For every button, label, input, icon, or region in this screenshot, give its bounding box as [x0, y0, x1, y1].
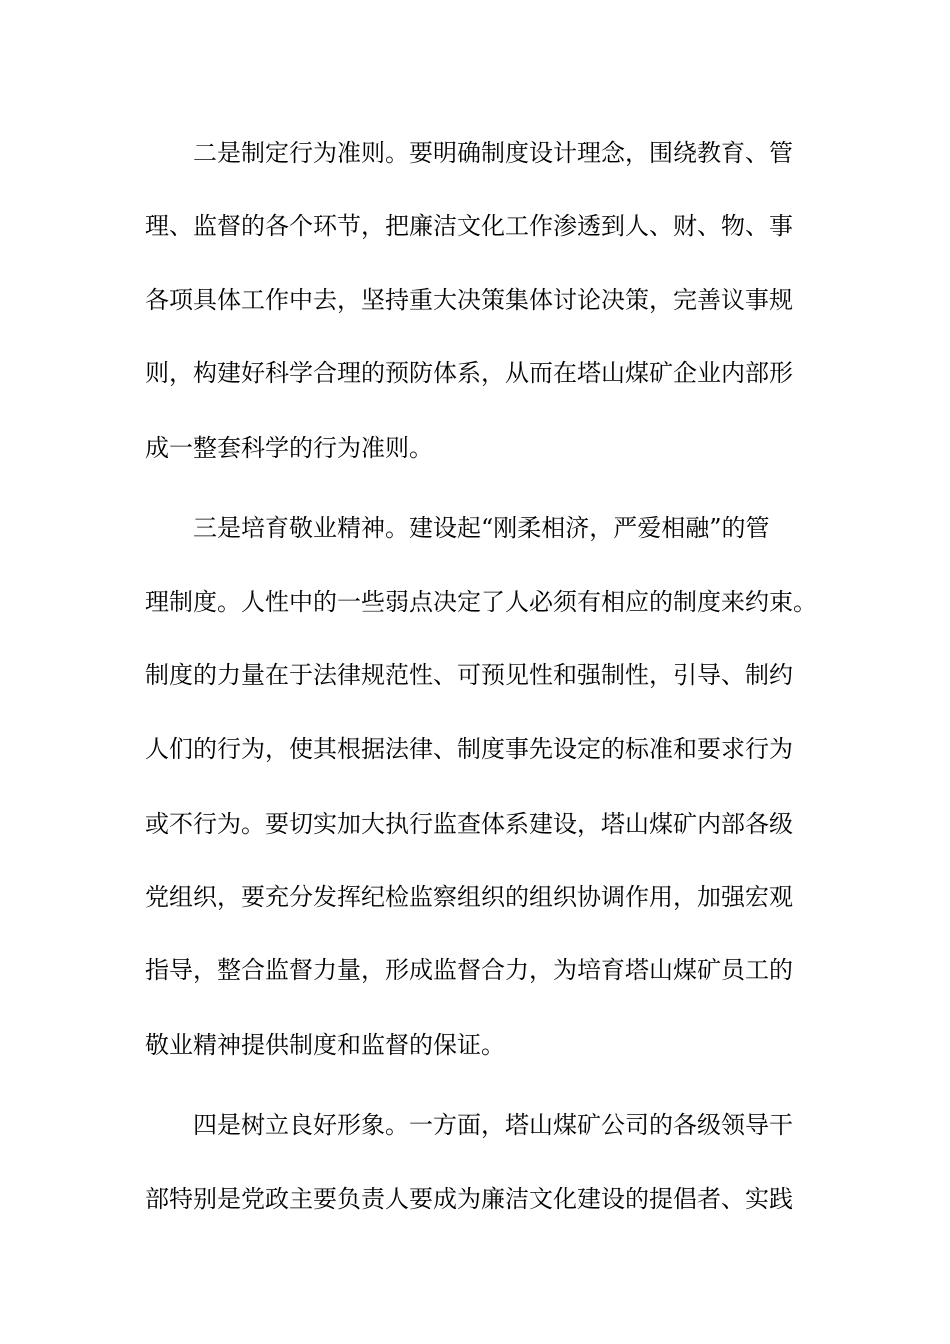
paragraph-1-line-1: 二是制定行为准则。要明确制度设计理念，围绕教育、管	[193, 139, 793, 167]
paragraph-1-line-3: 各项具体工作中去，坚持重大决策集体讨论决策，完善议事规	[145, 286, 793, 314]
paragraph-2-line-6: 党组织，要充分发挥纪检监察组织的组织协调作用，加强宏观	[145, 883, 793, 911]
paragraph-3-line-2: 部特别是党政主要负责人要成为廉洁文化建设的提倡者、实践	[145, 1185, 793, 1213]
paragraph-1-line-4: 则，构建好科学合理的预防体系，从而在塔山煤矿企业内部形	[145, 359, 793, 387]
paragraph-2-line-1: 三是培育敬业精神。建设起“刚柔相济，严爱相融”的管	[193, 514, 770, 542]
paragraph-2-line-3: 制度的力量在于法律规范性、可预见性和强制性，引导、制约	[145, 661, 793, 689]
paragraph-2-line-5: 或不行为。要切实加大执行监查体系建设，塔山煤矿内部各级	[145, 810, 793, 838]
paragraph-3-line-1: 四是树立良好形象。一方面，塔山煤矿公司的各级领导干	[193, 1111, 793, 1139]
paragraph-2-line-8: 敬业精神提供制度和监督的保证。	[145, 1031, 505, 1059]
paragraph-2-line-2: 理制度。人性中的一些弱点决定了人必须有相应的制度来约束。	[145, 588, 817, 616]
paragraph-2-line-7: 指导，整合监督力量，形成监督合力，为培育塔山煤矿员工的	[145, 956, 793, 984]
paragraph-1-line-2: 理、监督的各个环节，把廉洁文化工作渗透到人、财、物、事	[145, 212, 793, 240]
paragraph-2-line-4: 人们的行为，使其根据法律、制度事先设定的标准和要求行为	[145, 735, 793, 763]
paragraph-1-line-5: 成一整套科学的行为准则。	[145, 434, 433, 462]
